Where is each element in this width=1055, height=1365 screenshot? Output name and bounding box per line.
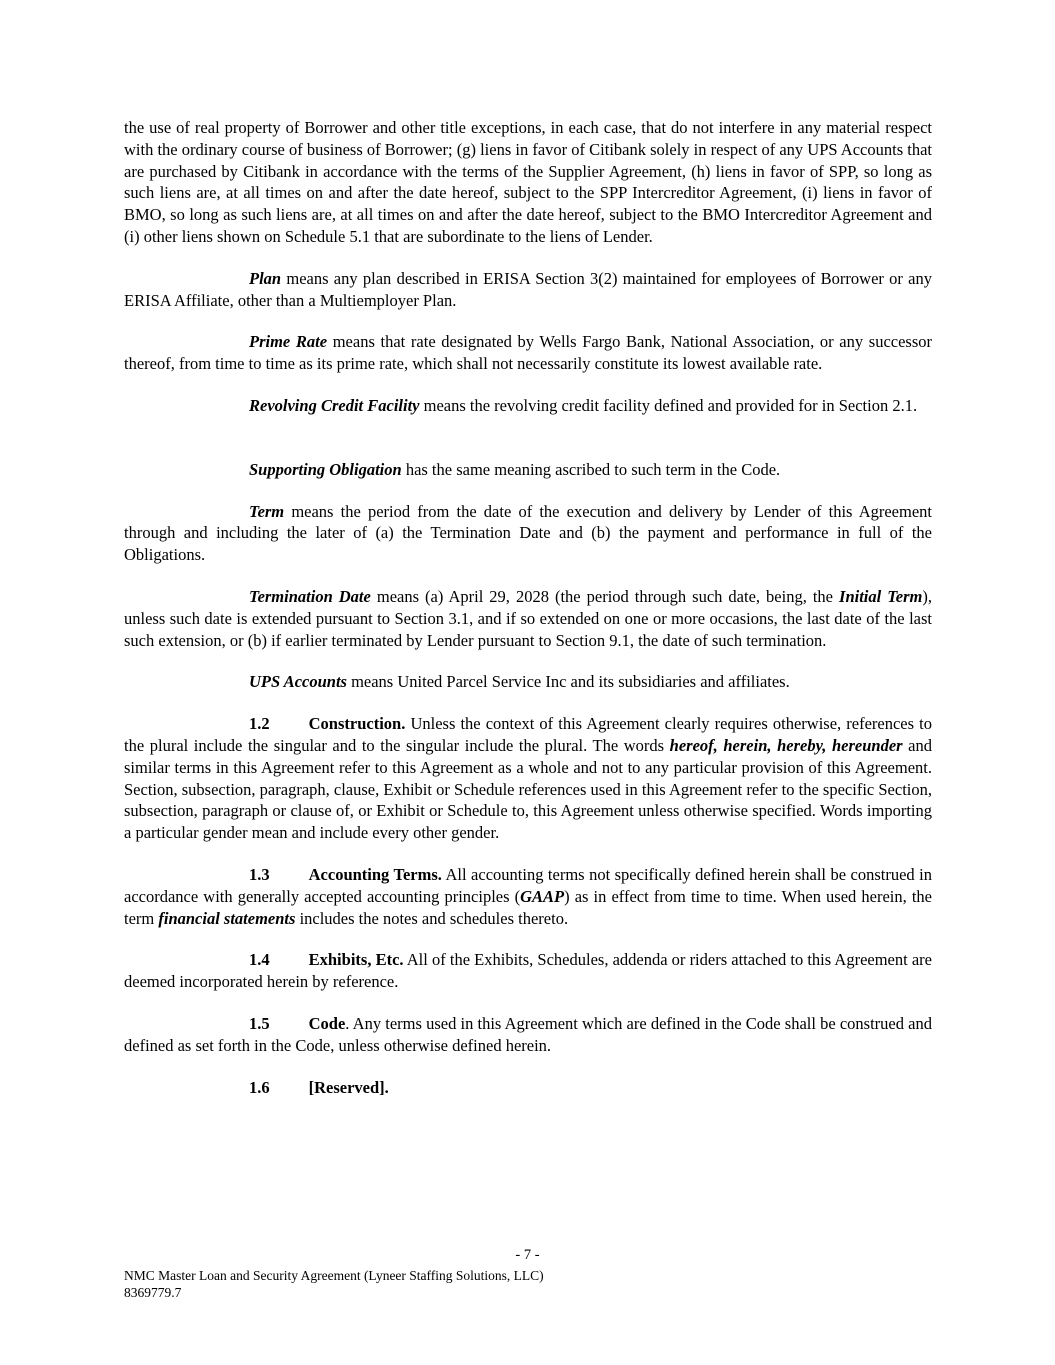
text-run: ) as in effect from time to time. When used herein, the term xyxy=(124,886,932,928)
text-run: Prime Rate xyxy=(249,332,328,352)
text-run: financial statements xyxy=(158,908,296,928)
text-run: 1.5 xyxy=(249,1013,270,1033)
footer-doc-number: 8369779.7 xyxy=(124,1285,182,1300)
text-run: ), unless such date is extended pursuant to Section 3.1, and if so extended on one or more occasions, the last date of the last such extension, or (b) if earlier terminated by Lender pursuant to Section 9.1, the date of such termination. xyxy=(124,586,933,650)
text-run: All of the Exhibits, Schedules, addenda or riders attached to this Agreement are deemed incorporated herein by reference. xyxy=(124,950,932,992)
defn-termination-date xyxy=(124,586,932,651)
section-1-3-accounting-terms xyxy=(124,864,932,929)
text-run: hereof, herein, hereby, hereunder xyxy=(669,735,903,755)
text-run: includes the notes and schedules thereto. xyxy=(295,908,569,928)
text-run: Term xyxy=(249,501,285,521)
defn-prime-rate xyxy=(124,331,932,375)
text-run: Plan xyxy=(249,268,282,288)
text-run: Termination Date xyxy=(249,586,371,606)
defn-revolving-credit-facility xyxy=(124,395,932,417)
text-run: means the revolving credit facility defined and provided for in Section 2.1. xyxy=(419,395,918,415)
text-run: 1.6 xyxy=(249,1077,270,1097)
text-run: Initial Term xyxy=(839,586,923,606)
footer-lines xyxy=(0,1267,1055,1302)
text-run: means (a) April 29, 2028 (the period through such date, being, the xyxy=(370,586,840,606)
document-body xyxy=(124,117,932,1098)
section-1-5-code xyxy=(124,1013,932,1057)
text-run: All accounting terms not specifically defined herein shall be construed in accordance with generally accepted accounting principles ( xyxy=(124,864,932,906)
text-run: the use of real property of Borrower and other title exceptions, in each case, that do not interfere in any material respect with the ordinary course of business of Borrower; (g) liens in favor of Citibank solely in respect of any UPS Accounts that are purchased by Citibank in accordance with the terms of the Supplier Agreement, (h) liens in favor of SPP, so long as such liens are, at all times on and after the date hereof, subject to the SPP Intercreditor Agreement, (i) liens in favor of BMO, so long as such liens are, at all times on and after the date hereof, subject to the BMO Intercreditor Agreement and (i) other liens shown on Schedule 5.1 that are subordinate to the liens of Lender. xyxy=(124,118,932,246)
text-run: means that rate designated by Wells Fargo Bank, National Association, or any successor thereof, from time to time as its prime rate, which shall not necessarily constitute its lowest available rate. xyxy=(124,332,932,374)
text-run: Code xyxy=(308,1013,346,1033)
text-run: means the period from the date of the execution and delivery by Lender of this Agreement through and including the later of (a) the Termination Date and (b) the payment and performance in full of the Obligations. xyxy=(124,501,932,565)
text-run: [Reserved]. xyxy=(308,1077,389,1097)
text-run: Revolving Credit Facility xyxy=(249,395,420,415)
defn-ups-accounts xyxy=(124,671,932,693)
text-run: 1.2 xyxy=(249,714,270,734)
text-run: . Any terms used in this Agreement which are defined in the Code shall be construed and defined as set forth in the Code, unless otherwise defined herein. xyxy=(124,1013,932,1055)
text-run: and similar terms in this Agreement refer to this Agreement as a whole and not to any particular provision of this Agreement. Section, subsection, paragraph, clause, Exhibit or Schedule references used in this Agreement refer to the specific Section, subsection, paragraph or clause of, or Exhibit or Schedule to, this Agreement unless otherwise specified. Words importing a particular gender mean and include every other gender. xyxy=(124,735,932,843)
section-1-2-construction xyxy=(124,713,932,844)
page-footer xyxy=(0,1247,1055,1302)
text-run: has the same meaning ascribed to such term in the Code. xyxy=(401,459,781,479)
footer-doc-title: NMC Master Loan and Security Agreement (Lyneer Staffing Solutions, LLC) xyxy=(124,1267,544,1283)
text-run: Exhibits, Etc. xyxy=(308,950,404,970)
section-1-4-exhibits xyxy=(124,949,932,993)
text-run: Unless the context of this Agreement clearly requires otherwise, references to the plural include the singular and to the singular include the plural. The words xyxy=(124,714,932,755)
text-run: means United Parcel Service Inc and its subsidiaries and affiliates. xyxy=(346,672,790,692)
para-liens-continuation xyxy=(124,117,932,248)
defn-supporting-obligation xyxy=(124,459,932,481)
section-1-6-reserved xyxy=(124,1077,932,1099)
page-number: - 7 - xyxy=(515,1247,540,1263)
defn-term xyxy=(124,501,932,566)
text-run: means any plan described in ERISA Section 3(2) maintained for employees of Borrower or any ERISA Affiliate, other than a Multiemployer Plan. xyxy=(124,268,932,310)
text-run: UPS Accounts xyxy=(249,672,347,692)
text-run: Supporting Obligation xyxy=(249,459,402,479)
text-run: GAAP xyxy=(520,886,565,906)
text-run: 1.3 xyxy=(249,864,270,884)
text-run: Construction. xyxy=(308,714,406,734)
text-run: Accounting Terms. xyxy=(308,864,442,884)
defn-plan xyxy=(124,268,932,312)
text-run: 1.4 xyxy=(249,950,270,970)
